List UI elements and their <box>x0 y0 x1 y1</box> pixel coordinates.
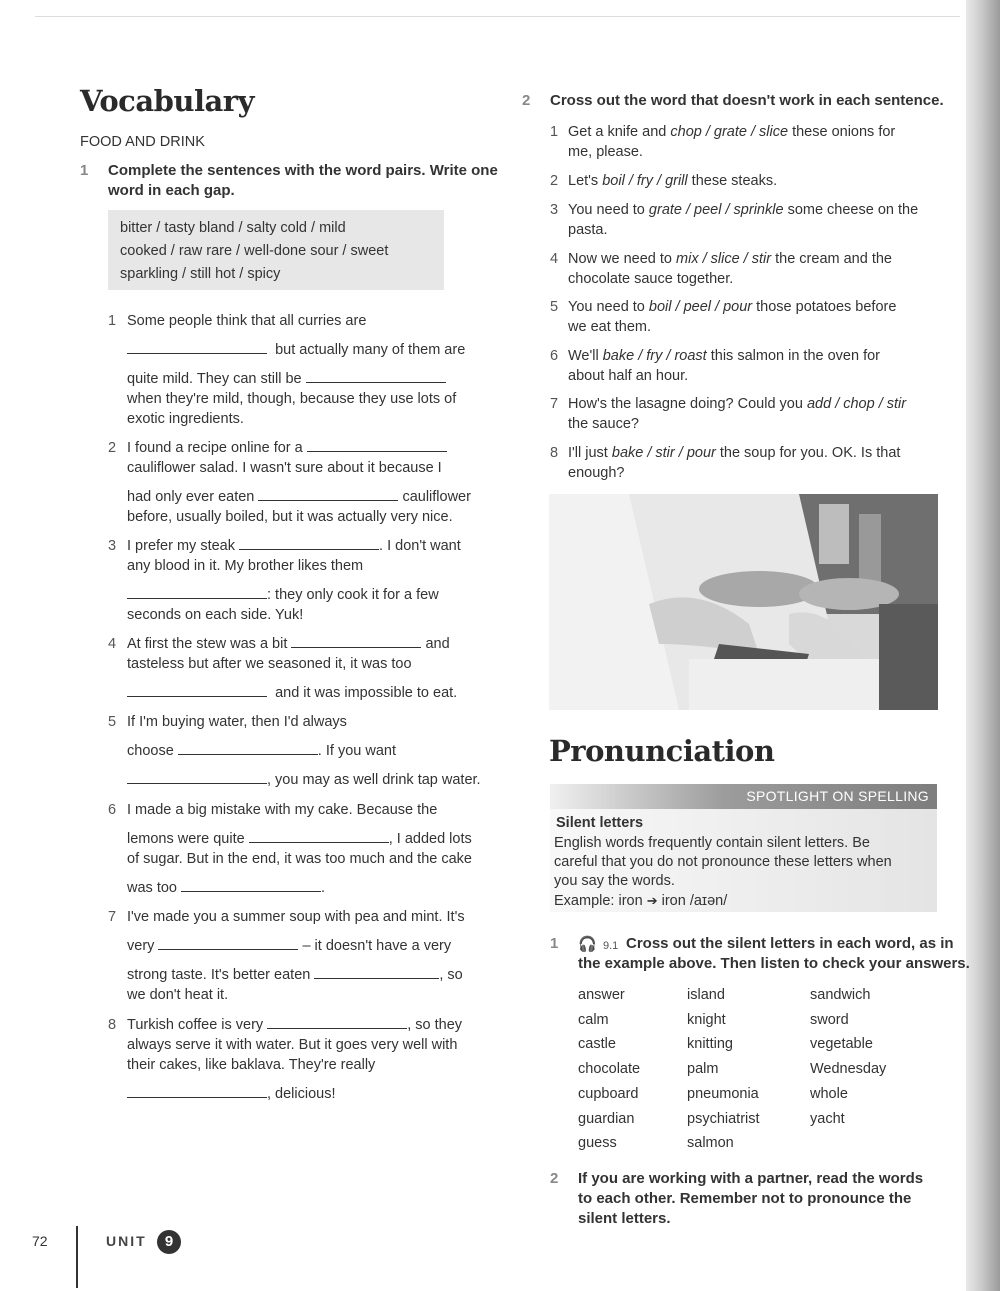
answer-gap[interactable] <box>249 830 389 843</box>
item-text: pasta. <box>568 222 608 238</box>
item-text: the cream and the <box>775 251 892 267</box>
instruction-line: If you are working with a partner, read the words <box>578 1170 924 1187</box>
silent-letter-word[interactable]: vegetable <box>810 1036 873 1053</box>
vocabulary-title: Vocabulary <box>80 84 254 118</box>
question-number: 1 <box>108 313 117 329</box>
item-text: You need to <box>568 299 645 315</box>
question-text: and <box>425 636 450 652</box>
item-text: chocolate sauce together. <box>568 271 734 287</box>
question-number: 3 <box>108 538 117 554</box>
silent-letter-word[interactable]: yacht <box>810 1110 845 1127</box>
question-text: exotic ingredients. <box>127 411 244 427</box>
spotlight-box <box>550 809 937 912</box>
question-1 <box>108 311 498 431</box>
question-text: , so <box>439 967 463 983</box>
question-text: strong taste. It's better eaten <box>127 967 311 983</box>
exercise-number: 1 <box>550 935 559 952</box>
silent-letter-word[interactable]: calm <box>578 1011 609 1028</box>
item-number: 8 <box>550 445 559 461</box>
answer-gap[interactable] <box>314 966 439 979</box>
item-number: 3 <box>550 202 559 218</box>
question-text: seconds on each side. Yuk! <box>127 607 304 623</box>
exercise-number: 2 <box>522 92 531 109</box>
ex2-item <box>550 346 945 388</box>
question-text: I made a big mistake with my cake. Because the <box>127 802 438 818</box>
item-text: me, please. <box>568 144 643 160</box>
silent-letter-word[interactable]: chocolate <box>578 1061 641 1078</box>
example-line <box>554 891 892 911</box>
item-text: enough? <box>568 465 625 481</box>
instruction-line: Cross out the silent letters in each word, as in <box>626 935 954 952</box>
answer-gap[interactable] <box>158 937 298 950</box>
word-pairs-box <box>108 210 444 290</box>
item-text: How's the lasagne doing? Could you <box>568 396 803 412</box>
ex2-item <box>550 394 945 436</box>
item-number: 1 <box>550 124 559 140</box>
item-text: we eat them. <box>568 319 652 335</box>
question-text: of sugar. But in the end, it was too much and the cake <box>127 851 472 867</box>
ex2-item <box>550 297 945 339</box>
answer-gap[interactable] <box>239 537 379 550</box>
question-4 <box>108 634 498 704</box>
word-options[interactable]: grate / peel / sprinkle <box>648 202 784 218</box>
question-text: , I added lots <box>388 831 472 847</box>
question-text: choose <box>127 743 174 759</box>
answer-gap[interactable] <box>306 370 446 383</box>
item-text: these steaks. <box>691 173 778 189</box>
item-line <box>568 394 946 414</box>
box-title: Silent letters <box>556 815 644 831</box>
example-label: Example: iron <box>554 893 643 909</box>
silent-letter-word[interactable]: guess <box>578 1135 617 1152</box>
item-line <box>568 249 946 269</box>
question-text: tasteless but after we seasoned it, it was too <box>127 656 412 672</box>
question-text: : they only cook it for a few <box>267 587 439 603</box>
instruction-line: word in each gap. <box>108 182 235 199</box>
question-text: quite mild. They can still be <box>127 371 302 387</box>
question-text: had only ever eaten <box>127 489 255 505</box>
question-number: 8 <box>108 1017 117 1033</box>
question-text: before, usually boiled, but it was actually very nice. <box>127 509 453 525</box>
exercise-number: 1 <box>80 162 89 179</box>
item-line <box>568 443 946 463</box>
answer-gap[interactable] <box>307 439 447 452</box>
example-result: iron /aɪən/ <box>661 893 728 909</box>
question-text: I prefer my steak <box>127 538 235 554</box>
question-text: but actually many of them are <box>275 342 466 358</box>
question-text: cauliflower salad. I wasn't sure about it because I <box>127 460 442 476</box>
question-text: their cakes, like baklava. They're really <box>127 1057 376 1073</box>
question-text: when they're mild, though, because they use lots of <box>127 391 457 407</box>
item-number: 5 <box>550 299 559 315</box>
answer-gap[interactable] <box>127 341 267 354</box>
question-text: . I don't want <box>379 538 461 554</box>
silent-letter-word[interactable]: island <box>687 987 725 1003</box>
word-pairs-row: cooked / raw rare / well-done sour / sweet <box>120 243 389 259</box>
headphones-icon[interactable]: 🎧 <box>578 936 597 953</box>
word-options[interactable]: boil / fry / grill <box>602 173 688 189</box>
arrow-right-icon: ➔ <box>646 893 658 908</box>
item-text: the soup for you. OK. Is that <box>719 445 901 461</box>
answer-gap[interactable] <box>181 879 321 892</box>
word-options[interactable]: mix / slice / stir <box>676 251 772 267</box>
item-text: some cheese on the <box>787 202 919 218</box>
item-line <box>568 200 946 220</box>
question-text: we don't heat it. <box>127 987 229 1003</box>
question-number: 4 <box>108 636 117 652</box>
box-text <box>554 834 892 911</box>
item-line <box>568 346 946 366</box>
silent-letter-word[interactable]: pneumonia <box>687 1085 759 1102</box>
chef-chopping-photo <box>549 494 938 710</box>
question-text: and it was impossible to eat. <box>275 685 458 701</box>
section-heading: FOOD AND DRINK <box>80 134 205 150</box>
item-line <box>568 122 946 142</box>
silent-letter-word[interactable]: castle <box>578 1036 616 1053</box>
silent-letter-word[interactable]: guardian <box>578 1110 635 1127</box>
word-options[interactable]: chop / grate / slice <box>670 124 789 140</box>
silent-letter-word[interactable]: salmon <box>687 1135 734 1152</box>
instruction-line: silent letters. <box>578 1210 671 1227</box>
instruction-line: to each other. Remember not to pronounce the <box>578 1190 912 1207</box>
question-number: 6 <box>108 802 117 818</box>
chef-illustration <box>549 494 938 710</box>
silent-letter-word[interactable]: answer <box>578 987 625 1003</box>
question-text: At first the stew was a bit <box>127 636 288 652</box>
item-number: 2 <box>550 173 559 189</box>
answer-gap[interactable] <box>267 1016 407 1029</box>
item-text: these onions for <box>792 124 896 140</box>
question-number: 7 <box>108 909 117 925</box>
word-options[interactable]: bake / fry / roast <box>602 348 707 364</box>
question-text: . If you want <box>317 743 396 759</box>
answer-gap[interactable] <box>127 586 267 599</box>
word-options[interactable]: boil / peel / pour <box>648 299 753 315</box>
item-text: the sauce? <box>568 416 639 432</box>
question-text: very <box>127 938 155 954</box>
pronunciation-title: Pronunciation <box>549 734 775 768</box>
item-line <box>568 297 946 317</box>
silent-letter-word[interactable]: palm <box>687 1061 719 1078</box>
question-6 <box>108 800 498 900</box>
question-text: , you may as well drink tap water. <box>267 772 481 788</box>
question-text: – it doesn't have a very <box>302 938 452 954</box>
question-text: cauliflower <box>402 489 471 505</box>
item-text: about half an hour. <box>568 368 689 384</box>
answer-gap[interactable] <box>127 771 267 784</box>
silent-letter-word[interactable]: psychiatrist <box>687 1110 760 1127</box>
box-line: careful that you do not pronounce these letters when <box>554 854 892 870</box>
word-options[interactable]: add / chop / stir <box>806 396 907 412</box>
silent-letter-word[interactable]: cupboard <box>578 1085 639 1102</box>
page-edge-shadow <box>966 0 1000 1291</box>
item-text: those potatoes before <box>756 299 897 315</box>
unit-number-badge: 9 <box>157 1230 181 1254</box>
box-line: you say the words. <box>554 873 675 889</box>
answer-gap[interactable] <box>127 1085 267 1098</box>
item-line <box>568 171 946 191</box>
answer-gap[interactable] <box>178 742 318 755</box>
footer-divider <box>76 1226 78 1288</box>
word-options[interactable]: bake / stir / pour <box>611 445 716 461</box>
instruction-line: Cross out the word that doesn't work in each sentence. <box>550 92 944 109</box>
question-text: I've made you a summer soup with pea and mint. It's <box>127 909 465 925</box>
question-text: . <box>321 880 326 896</box>
unit-label: UNIT <box>106 1233 147 1249</box>
question-7 <box>108 907 498 1007</box>
track-number: 9.1 <box>603 940 619 952</box>
instruction-line: Complete the sentences with the word pairs. Write one <box>108 162 498 179</box>
item-text: this salmon in the oven for <box>710 348 880 364</box>
answer-gap[interactable] <box>291 635 421 648</box>
question-2 <box>108 438 498 528</box>
item-text: Let's <box>568 173 599 189</box>
instruction-line: the example above. Then listen to check your answers. <box>578 955 970 972</box>
question-text: Some people think that all curries are <box>127 313 367 329</box>
item-text: Now we need to <box>568 251 672 267</box>
spotlight-banner <box>550 784 937 809</box>
ex2-item <box>550 249 945 291</box>
silent-letter-word[interactable]: sword <box>810 1011 849 1028</box>
question-text: I found a recipe online for a <box>127 440 303 456</box>
question-5 <box>108 712 498 792</box>
item-number: 7 <box>550 396 559 412</box>
silent-letter-word[interactable]: knight <box>687 1011 726 1028</box>
box-line: English words frequently contain silent letters. Be <box>554 835 870 851</box>
page-number: 72 <box>32 1233 48 1249</box>
silent-letter-word[interactable]: sandwich <box>810 987 871 1003</box>
question-text: Turkish coffee is very <box>127 1017 264 1033</box>
word-pairs-row: bitter / tasty bland / salty cold / mild <box>120 220 346 236</box>
answer-gap[interactable] <box>127 684 267 697</box>
ex2-item <box>550 122 945 164</box>
ex2-item <box>550 200 945 242</box>
exercise-number: 2 <box>550 1170 559 1187</box>
ex2-item <box>550 443 945 485</box>
answer-gap[interactable] <box>258 488 398 501</box>
silent-letter-word[interactable]: whole <box>810 1085 848 1102</box>
item-text: Get a knife and <box>568 124 667 140</box>
silent-letter-word[interactable]: Wednesday <box>810 1061 887 1078</box>
item-number: 4 <box>550 251 559 267</box>
question-3 <box>108 536 498 626</box>
question-text: , delicious! <box>267 1086 336 1102</box>
item-text: I'll just <box>568 445 608 461</box>
question-number: 5 <box>108 714 117 730</box>
question-8 <box>108 1015 498 1115</box>
question-number: 2 <box>108 440 117 456</box>
question-text: , so they <box>407 1017 463 1033</box>
item-text: We'll <box>568 348 599 364</box>
question-text: If I'm buying water, then I'd always <box>127 714 347 730</box>
item-text: You need to <box>568 202 645 218</box>
question-text: always serve it with water. But it goes very well with <box>127 1037 458 1053</box>
question-text: any blood in it. My brother likes them <box>127 558 364 574</box>
item-number: 6 <box>550 348 559 364</box>
question-text: was too <box>127 880 177 896</box>
top-rule <box>35 16 960 17</box>
word-pairs-row: sparkling / still hot / spicy <box>120 266 281 282</box>
question-text: lemons were quite <box>127 831 245 847</box>
silent-letter-word[interactable]: knitting <box>687 1036 733 1053</box>
spotlight-label: SPOTLIGHT ON SPELLING <box>746 788 929 804</box>
